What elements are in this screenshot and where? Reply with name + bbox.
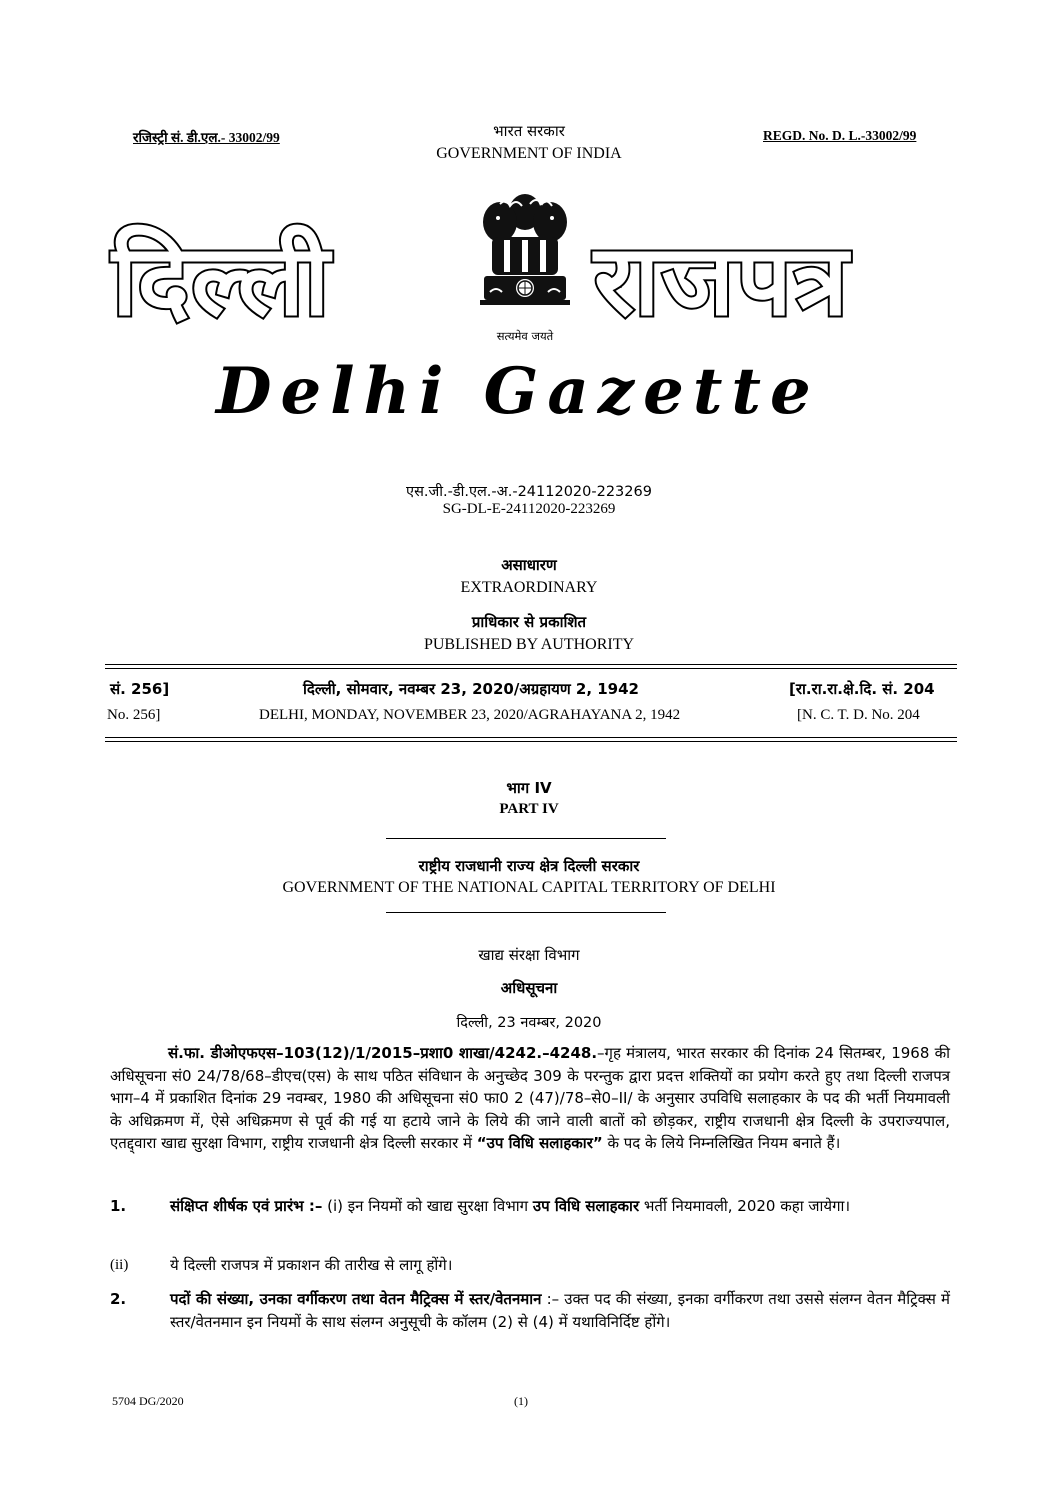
notification-title: अधिसूचना: [500, 979, 558, 997]
gazette-code-hindi: एस.जी.-डी.एल.-अ.-24112020-223269: [406, 484, 652, 500]
gazette-code-english: SG-DL-E-24112020-223269: [442, 501, 616, 517]
govt-nct-english: GOVERNMENT OF THE NATIONAL CAPITAL TERRITORY OF DELHI: [282, 879, 776, 896]
masthead-english: Delhi Gazette: [216, 354, 820, 429]
masthead-hindi-right: राजपत्र: [594, 224, 850, 338]
govt-nct-hindi: राष्ट्रीय राजधानी राज्य क्षेत्र दिल्ली सरकार: [418, 857, 640, 875]
part-english: PART IV: [499, 801, 559, 817]
notification-paragraph: [110, 1042, 950, 1155]
issue-date-hindi: दिल्ली, सोमवार, नवम्बर 23, 2020/अग्रहायण 2, 1942: [303, 680, 639, 698]
part-hindi: भाग IV: [506, 779, 552, 797]
rule-1-body-b: भर्ती नियमावली, 2020 कहा जायेगा।: [639, 1197, 851, 1215]
govt-of-india-hindi: भारत सरकार: [493, 122, 565, 140]
nctd-number-english: [N. C. T. D. No. 204: [797, 707, 920, 723]
issue-number-hindi: सं. 256]: [110, 680, 170, 698]
rule-2-number: 2.: [110, 1290, 127, 1308]
issue-number-english: No. 256]: [107, 707, 161, 723]
print-code: 5704 DG/2020: [112, 1394, 184, 1408]
rule-2-title: पदों की संख्या, उनका वर्गीकरण तथा वेतन मैट्रिक्स में स्तर/वेतनमान: [170, 1290, 542, 1308]
rule-2-body: :– उक्त पद की संख्या, इनका वर्गीकरण तथा उससे संलग्न वेतन मैट्रिक्स में स्तर/वेतनमान इन नियमों के साथ संलग्न अनुसूची के कॉलम (2) से (4) में यथाविनिर्दिष्ट होंगे।: [170, 1290, 950, 1331]
nctd-number-hindi: [रा.रा.रा.क्षे.दि. सं. 204: [789, 680, 935, 698]
rule-1-post: उप विधि सलाहकार: [532, 1197, 640, 1215]
issue-top-rule: [105, 664, 957, 669]
rule-1-ii-text: ये दिल्ली राजपत्र में प्रकाशन की तारीख से लागू होंगे।: [170, 1256, 453, 1274]
reference-number: सं.फा. डीओएफएस–103(12)/1/2015–प्रशा0 शाखा/4242.–4248.: [168, 1044, 598, 1062]
place-date: दिल्ली, 23 नवम्बर, 2020: [456, 1015, 602, 1031]
paragraph-end: के पद के लिये निम्नलिखित नियम बनाते हैं।: [602, 1134, 841, 1152]
post-name: “उप विधि सलाहकार”: [476, 1134, 603, 1152]
govt-of-india-english: GOVERNMENT OF INDIA: [436, 145, 622, 162]
issue-date-english: DELHI, MONDAY, NOVEMBER 23, 2020/AGRAHAYANA 2, 1942: [259, 707, 681, 723]
divider: [386, 838, 666, 839]
department-title: खाद्य संरक्षा विभाग: [478, 946, 580, 964]
masthead-hindi-left: दिल्ली: [112, 224, 332, 338]
published-by-authority-hindi: प्राधिकार से प्रकाशित: [471, 613, 587, 631]
rule-1-ii-number: (ii): [110, 1257, 129, 1273]
registration-number-hindi: रजिस्ट्री सं. डी.एल.- 33002/99: [133, 130, 280, 145]
emblem-motto: सत्यमेव जयते: [496, 329, 554, 343]
rule-1-title: संक्षिप्त शीर्षक एवं प्रारंभ :–: [170, 1197, 323, 1215]
registration-number-english: REGD. No. D. L.-33002/99: [763, 128, 917, 143]
rule-1-text: [170, 1195, 950, 1218]
paragraph-text: –गृह मंत्रालय, भारत सरकार की दिनांक 24 सितम्बर, 1968 की अधिसूचना सं0 24/78/68–डीएच(एस) के साथ पठित संविधान के अनुच्छेद 309 के परन्तुक द्वारा प्रदत्त शक्तियों का प्रयोग करते हुए तथा दिल्ली राजपत्र भाग–4 में प्रकाशित दिनांक 29 नवम्बर, 1980 की अधिसूचना सं0 फा0 2 (47)/78–से0–II/ के अनुसार उपविधि सलाहकार के पद की भर्ती नियमावली के अधिक्रमण में, ऐसे अधिक्रमण से पूर्व की गई या हटाये जाने के लिये की जाने वाली बातों को छोड़कर, राष्ट्रीय राजधानी क्षेत्र दिल्ली के उपराज्यपाल, एतद्द्वारा खाद्य सुरक्षा विभाग, राष्ट्रीय राजधानी क्षेत्र दिल्ली सरकार में: [110, 1044, 950, 1152]
rule-1-body-a: (i) इन नियमों को खाद्य सुरक्षा विभाग: [322, 1197, 533, 1215]
divider: [386, 912, 666, 913]
rule-1-number: 1.: [110, 1197, 127, 1215]
extraordinary-hindi: असाधारण: [501, 556, 557, 574]
published-by-authority-english: PUBLISHED BY AUTHORITY: [423, 636, 635, 653]
issue-bottom-rule: [105, 737, 957, 742]
national-emblem-icon: [470, 182, 580, 322]
rule-2-text: [170, 1288, 950, 1333]
page-number: (1): [514, 1394, 528, 1408]
extraordinary-english: EXTRAORDINARY: [460, 579, 598, 596]
